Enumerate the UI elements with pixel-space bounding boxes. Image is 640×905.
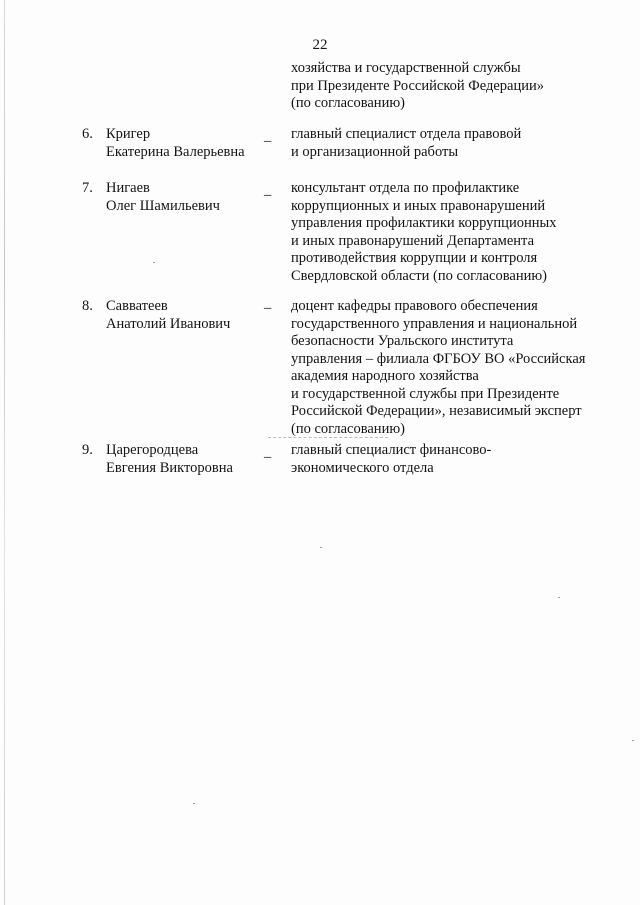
separator-dash: _ [264, 182, 272, 198]
position-line: главный специалист отдела правовой [291, 126, 522, 142]
name-line: Олег Шамильевич [106, 197, 220, 214]
member-position [291, 298, 585, 438]
position-line: управления – филиала ФГБОУ ВО «Российская [291, 350, 586, 367]
scan-artifact-line [268, 437, 388, 438]
page-number: 22 [312, 37, 328, 53]
member-name [106, 442, 233, 477]
name-line: Савватеев [106, 298, 168, 314]
entry-number: 6. [82, 126, 93, 142]
position-line: академия народного хозяйства [291, 368, 479, 384]
name-line: Нигаев [106, 180, 150, 196]
position-line: главный специалист финансово- [291, 442, 492, 458]
position-line: управления профилактики коррупционных [291, 215, 557, 231]
position-line: и иных правонарушений Департамента [291, 232, 535, 249]
position-line: консультант отдела по профилактике [291, 180, 520, 196]
position-line: доцент кафедры правового обеспечения [291, 298, 538, 314]
continuation-line: при Президенте Российской Федерации» [291, 77, 544, 94]
name-line: Евгения Викторовна [106, 459, 233, 476]
continuation-line: хозяйства и государственной службы [291, 60, 521, 76]
member-name [106, 126, 245, 161]
scan-speck [632, 740, 634, 741]
separator-dash: _ [264, 128, 272, 144]
entry-number: 8. [82, 298, 93, 314]
member-name [106, 180, 220, 215]
position-line: экономического отдела [291, 459, 434, 476]
position-line: (по согласованию) [291, 420, 405, 437]
position-line: и организационной работы [291, 143, 459, 160]
member-position [291, 126, 521, 161]
name-line: Царегородцева [106, 442, 199, 458]
member-position [291, 180, 556, 285]
name-line: Анатолий Иванович [106, 315, 231, 332]
position-line: противодействия коррупции и контроля [291, 250, 538, 266]
position-line: государственного управления и национальной [291, 315, 578, 332]
position-line: Российской Федерации», независимый эксперт [291, 403, 582, 419]
scan-speck [320, 547, 322, 548]
continuation-line: (по согласованию) [291, 95, 405, 111]
member-name [106, 298, 230, 333]
position-line: и государственной службы при Президенте [291, 385, 560, 402]
separator-dash: – [264, 300, 272, 316]
scan-edge-line [4, 0, 5, 905]
member-position [291, 442, 491, 477]
position-line: коррупционных и иных правонарушений [291, 197, 546, 214]
separator-dash: _ [264, 444, 272, 460]
entry-number: 7. [82, 180, 93, 196]
entry-number: 9. [82, 442, 93, 458]
scan-speck [558, 597, 560, 598]
name-line: Кригер [106, 126, 151, 142]
scan-speck [193, 803, 195, 804]
continuation-text [291, 60, 544, 113]
position-line: Свердловской области (по согласованию) [291, 267, 548, 284]
position-line: безопасности Уральского института [291, 333, 514, 349]
name-line: Екатерина Валерьевна [106, 143, 245, 160]
scan-speck [153, 262, 155, 263]
